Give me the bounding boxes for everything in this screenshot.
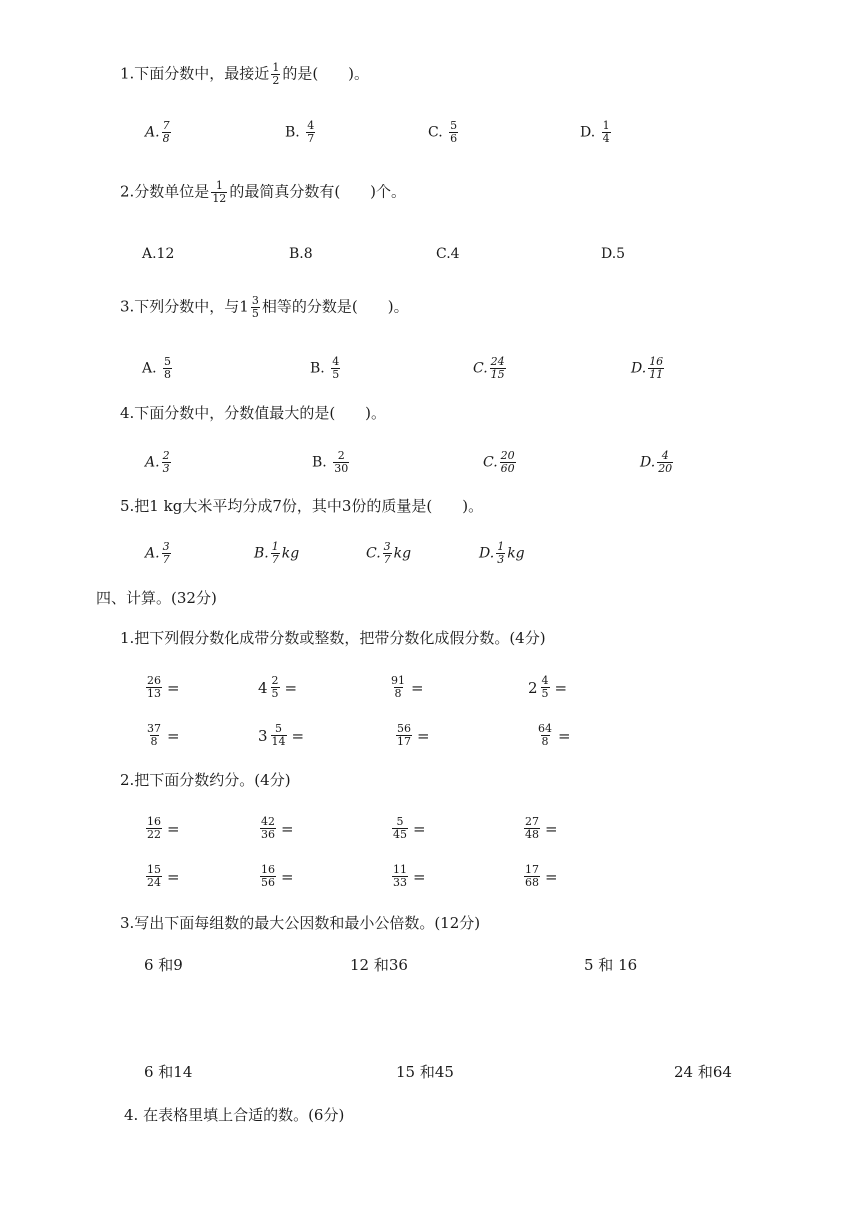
option-d: D.5 (601, 246, 626, 262)
question-2: 2.分数单位是 $\frac{1}{12}$ 的最简真分数有( )个。 (120, 179, 407, 205)
calc-item: $\frac{27}{48}$ = (525, 815, 558, 841)
option-b: B.8 (289, 246, 313, 262)
option-c: C. $\frac{20}{60}$ (483, 449, 515, 475)
option-a: A.12 (142, 246, 175, 262)
calc-item: $\frac{56}{17}$ = (397, 722, 430, 748)
calc-item: 3 $\frac{5}{14}$ = (258, 722, 305, 748)
question-4: 4.下面分数中，分数值最大的是( )。 (120, 404, 387, 422)
option-a: A. $\frac{7}{8}$ (145, 119, 170, 145)
calc-item: $\frac{5}{45}$ = (393, 815, 426, 841)
option-b: B. $\frac{1}{7}$ kg (254, 540, 300, 566)
option-a: A. $\frac{3}{7}$ (145, 540, 170, 566)
fraction: $\frac{3}{5}$ (251, 294, 259, 320)
problem-3-title: 3.写出下面每组数的最大公因数和最小公倍数。(12分) (120, 914, 481, 932)
number-pair: 12 和36 (350, 956, 408, 974)
option-d: D. $\frac{1}{3}$ kg (479, 540, 525, 566)
calc-item: $\frac{42}{36}$ = (261, 815, 294, 841)
option-d: D. $\frac{1}{4}$ (580, 119, 610, 145)
option-b: B. $\frac{2}{30}$ (312, 449, 349, 475)
fraction: $\frac{1}{12}$ (212, 179, 227, 205)
question-text: 1.下面分数中，最接近 (120, 64, 270, 83)
option-d: D. $\frac{16}{11}$ (631, 355, 664, 381)
option-c: C. $\frac{3}{7}$ kg (366, 540, 412, 566)
calc-item: $\frac{37}{8}$ = (147, 722, 180, 748)
option-a: A. $\frac{5}{8}$ (142, 355, 172, 381)
calc-item: 2 $\frac{4}{5}$ = (528, 674, 568, 700)
fraction: $\frac{1}{2}$ (272, 61, 280, 87)
option-b: B. $\frac{4}{5}$ (310, 355, 340, 381)
calc-item: $\frac{16}{22}$ = (147, 815, 180, 841)
problem-4-title: 4. 在表格里填上合适的数。(6分) (124, 1106, 345, 1124)
option-b: B. $\frac{4}{7}$ (285, 119, 315, 145)
calc-item: $\frac{17}{68}$ = (525, 863, 558, 889)
calc-item: $\frac{11}{33}$ = (393, 863, 426, 889)
number-pair: 24 和64 (674, 1063, 732, 1081)
calc-item: $\frac{26}{13}$ = (147, 674, 180, 700)
number-pair: 15 和45 (396, 1063, 454, 1081)
option-c: C.4 (436, 246, 460, 262)
number-pair: 5 和 16 (584, 956, 638, 974)
calc-item: $\frac{64}{8}$ = (538, 722, 571, 748)
question-5: 5.把1 kg大米平均分成7份，其中3份的质量是( )。 (120, 497, 484, 515)
calc-item: $\frac{15}{24}$ = (147, 863, 180, 889)
number-pair: 6 和9 (144, 956, 183, 974)
question-1: 1.下面分数中，最接近 $\frac{1}{2}$ 的是( )。 (120, 61, 370, 87)
number-pair: 6 和14 (144, 1063, 193, 1081)
problem-1-title: 1.把下列假分数化成带分数或整数，把带分数化成假分数。(4分) (120, 629, 546, 647)
section-title: 四、计算。(32分) (96, 589, 217, 607)
option-c: C. $\frac{24}{15}$ (473, 355, 505, 381)
calc-item: $\frac{91}{8}$ = (391, 674, 424, 700)
question-3: 3.下列分数中，与1 $\frac{3}{5}$ 相等的分数是( )。 (120, 294, 409, 320)
calc-item: $\frac{16}{56}$ = (261, 863, 294, 889)
problem-2-title: 2.把下面分数约分。(4分) (120, 771, 291, 789)
option-a: A. $\frac{2}{3}$ (145, 449, 170, 475)
option-d: D. $\frac{4}{20}$ (640, 449, 673, 475)
calc-item: 4 $\frac{2}{5}$ = (258, 674, 298, 700)
option-c: C. $\frac{5}{6}$ (428, 119, 458, 145)
